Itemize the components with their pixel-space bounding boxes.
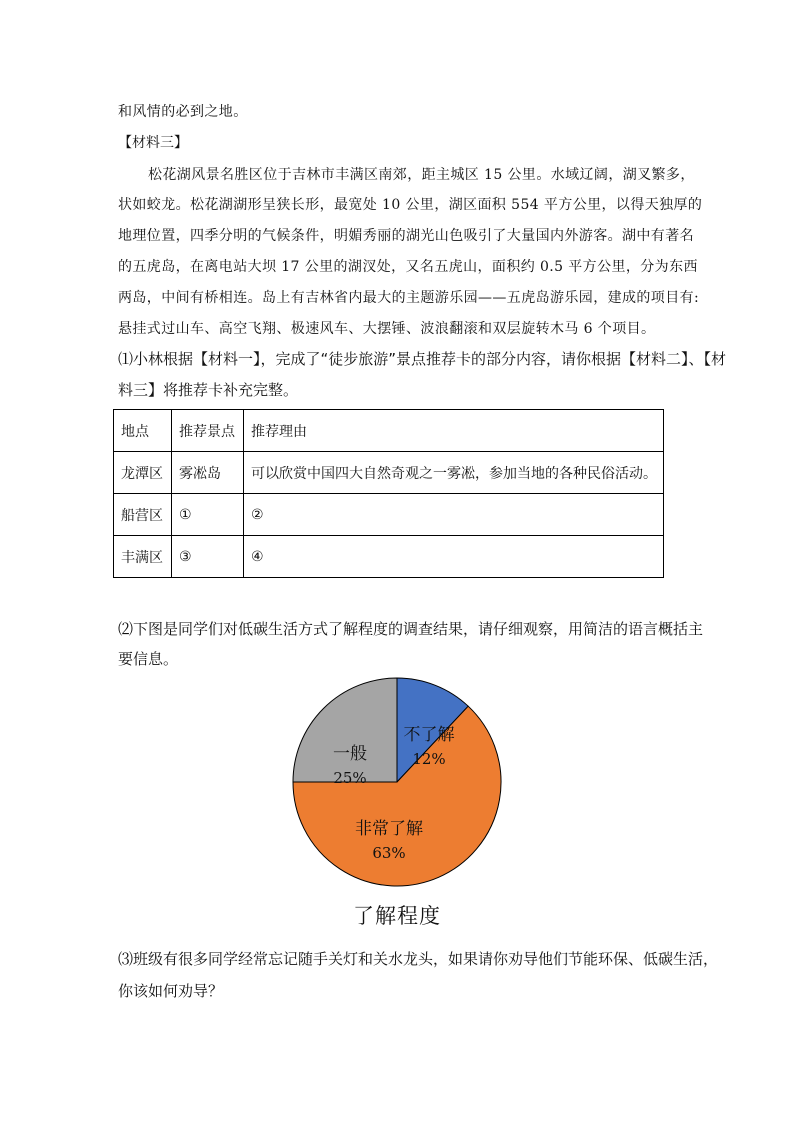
pie-label-category: 不了解 bbox=[403, 725, 455, 745]
material-3-line-4: 的五虎岛，在离电站大坝 17 公里的湖汊处，又名五虎山，面积约 0.5 平方公里，分为东西 bbox=[118, 259, 698, 275]
table-cell-reason-blank-2: ② bbox=[244, 494, 664, 536]
table-cell-spot: 雾凇岛 bbox=[172, 452, 244, 494]
table-cell-reason-blank-4: ④ bbox=[244, 536, 664, 578]
table-cell-location: 船营区 bbox=[114, 494, 172, 536]
material-3-line-6: 悬挂式过山车、高空飞翔、极速风车、大摆锤、波浪翻滚和双层旋转木马 6 个项目。 bbox=[118, 321, 656, 337]
table-header-cell: 推荐景点 bbox=[172, 410, 244, 452]
material-3-heading: 【材料三】 bbox=[118, 135, 188, 151]
material-3-line-3: 地理位置，四季分明的气候条件，明媚秀丽的湖光山色吸引了大量国内外游客。湖中有著名 bbox=[118, 228, 694, 244]
material-3-line-2: 状如蛟龙。松花湖湖形呈狭长形，最宽处 10 公里，湖区面积 554 平方公里，以得天独厚的 bbox=[118, 197, 703, 213]
pie-label-percent: 25% bbox=[333, 769, 367, 787]
question-1-line-2: 料三】将推荐卡补充完整。 bbox=[118, 381, 299, 399]
table-cell-spot-blank-1: ① bbox=[172, 494, 244, 536]
pie-chart bbox=[280, 676, 516, 896]
question-2-line-1: ⑵下图是同学们对低碳生活方式了解程度的调查结果，请仔细观察，用简洁的语言概括主 bbox=[118, 620, 704, 638]
table-row bbox=[114, 536, 664, 578]
question-3-line-2: 你该如何劝导？ bbox=[118, 982, 224, 1000]
pie-label-percent: 63% bbox=[372, 844, 406, 862]
chart-title: 了解程度 bbox=[353, 904, 441, 928]
table-header-row bbox=[114, 410, 664, 452]
table-cell-location: 丰满区 bbox=[114, 536, 172, 578]
pie-label-percent: 12% bbox=[412, 750, 446, 768]
material-2-tail: 和风情的必到之地。 bbox=[118, 104, 248, 120]
recommendation-card-table bbox=[113, 409, 664, 578]
question-2-line-2: 要信息。 bbox=[118, 650, 179, 668]
pie-label-category: 非常了解 bbox=[355, 819, 423, 839]
table-header-cell: 推荐理由 bbox=[244, 410, 664, 452]
question-3-line-1: ⑶班级有很多同学经常忘记随手关灯和关水龙头，如果请你劝导他们节能环保、低碳生活， bbox=[118, 950, 719, 968]
table-row bbox=[114, 494, 664, 536]
question-1-line-1: ⑴小林根据【材料一】，完成了“徒步旅游”景点推荐卡的部分内容，请你根据【材料二】、【材 bbox=[118, 350, 727, 368]
table-cell-location: 龙潭区 bbox=[114, 452, 172, 494]
material-3-line-5: 两岛，中间有桥相连。岛上有吉林省内最大的主题游乐园——五虎岛游乐园，建成的项目有: bbox=[118, 290, 700, 306]
table-row bbox=[114, 452, 664, 494]
pie-label-category: 一般 bbox=[333, 744, 367, 764]
pie-slice-一般 bbox=[293, 678, 397, 782]
table-header-cell: 地点 bbox=[114, 410, 172, 452]
table-cell-spot-blank-3: ③ bbox=[172, 536, 244, 578]
table-cell-reason: 可以欣赏中国四大自然奇观之一雾凇，参加当地的各种民俗活动。 bbox=[244, 452, 664, 494]
material-3-line-1: 松花湖风景名胜区位于吉林市丰满区南郊，距主城区 15 公里。水域辽阔，湖叉繁多， bbox=[148, 167, 695, 183]
